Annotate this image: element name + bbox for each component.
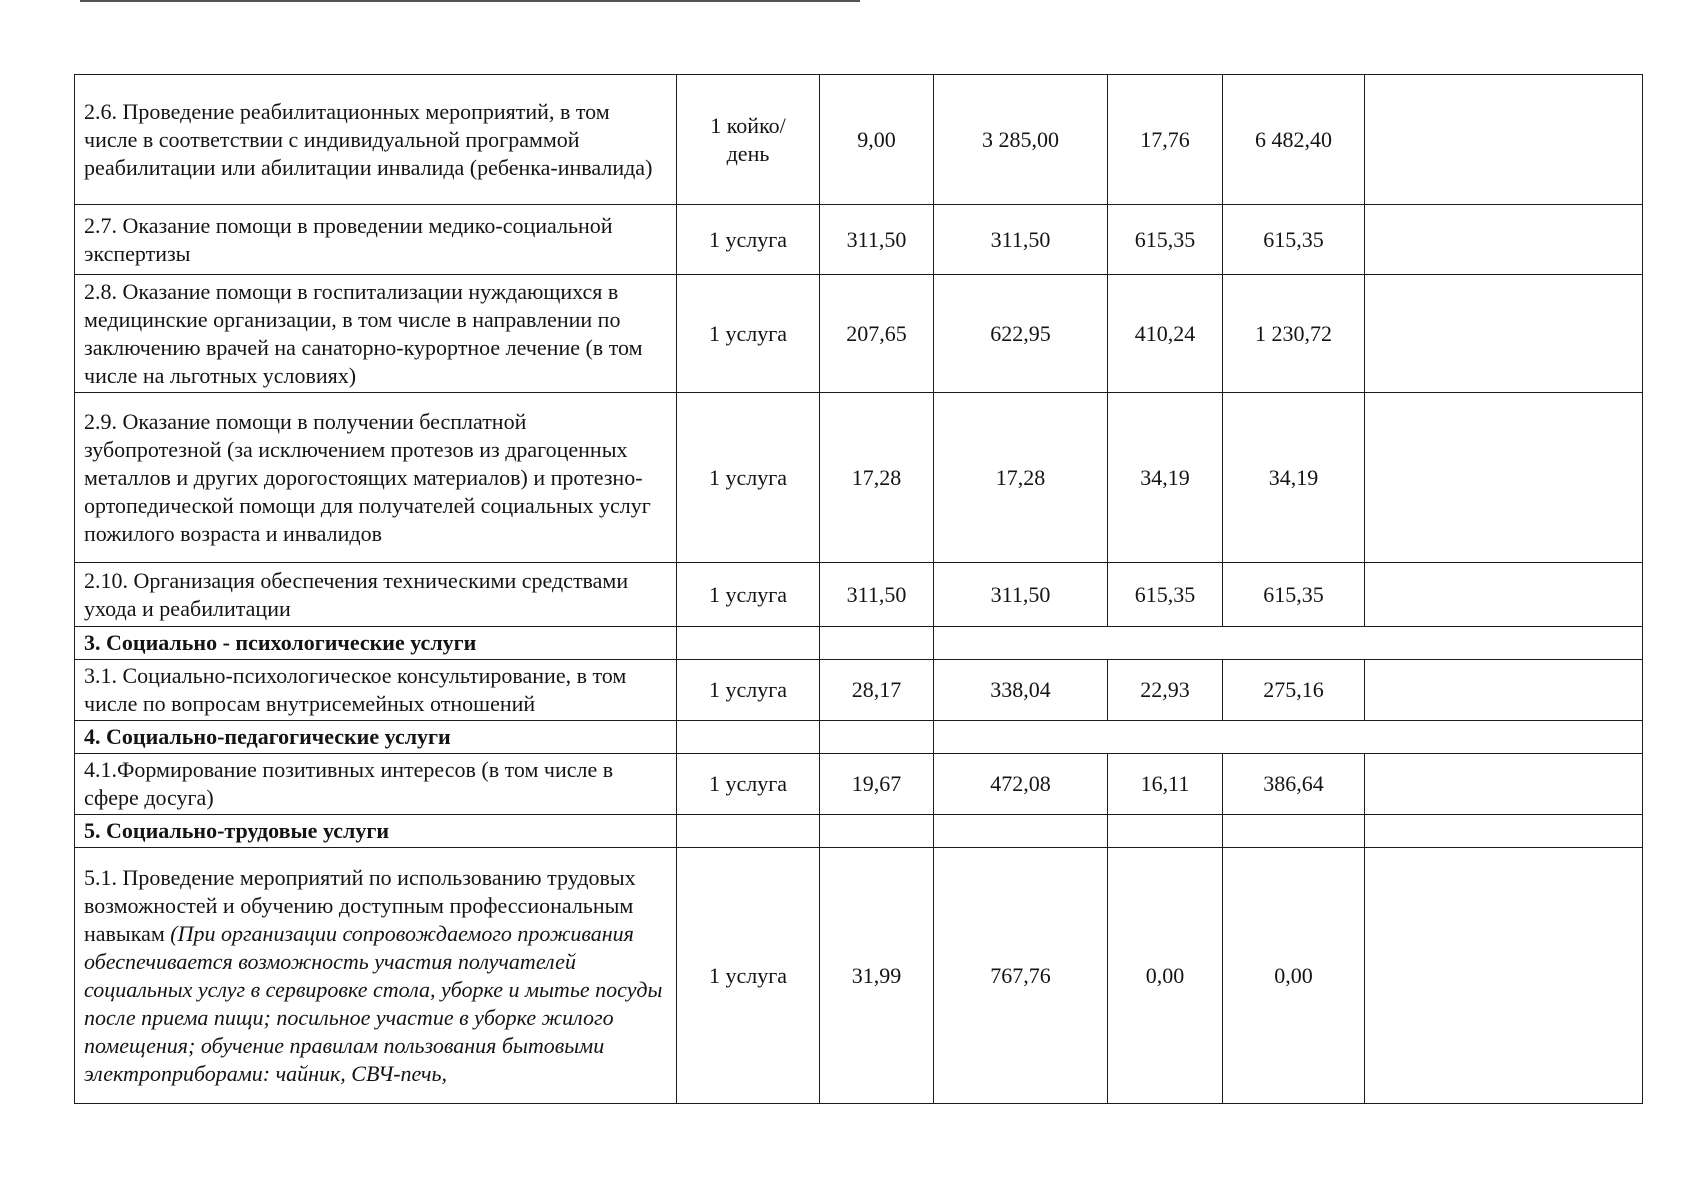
value-cell: 207,65: [820, 275, 934, 393]
value-cell: 6 482,40: [1223, 75, 1365, 205]
blank-cell: [1365, 393, 1643, 563]
value-cell: 0,00: [1108, 848, 1223, 1104]
value-cell: 275,16: [1223, 660, 1365, 721]
value-cell: 615,35: [1223, 205, 1365, 275]
unit-cell: 1 услуга: [677, 754, 820, 815]
section-title: 5. Социально-трудовые услуги: [75, 815, 677, 848]
service-name: 2.7. Оказание помощи в проведении медико-социальной экспертизы: [75, 205, 677, 275]
blank-cell: [677, 627, 820, 660]
service-name: 5.1. Проведение мероприятий по использованию трудовых возможностей и обучению доступным профессиональным навыкам: [84, 864, 636, 946]
blank-cell: [1365, 75, 1643, 205]
blank-cell: [934, 815, 1108, 848]
blank-cell: [1365, 205, 1643, 275]
value-cell: 615,35: [1108, 205, 1223, 275]
unit-cell: 1 услуга: [677, 848, 820, 1104]
blank-cell: [820, 721, 934, 754]
table-row: [75, 75, 1643, 205]
service-name: 2.9. Оказание помощи в получении бесплатной зубопротезной (за исключением протезов из драгоценных металлов и других дорогостоящих материалов) и протезно-ортопедической помощи для получателей социальных услуг пожилого возраста и инвалидов: [75, 393, 677, 563]
value-cell: 311,50: [934, 205, 1108, 275]
service-note: (При организации сопровождаемого проживания обеспечивается возможность участия получателей социальных услуг в сервировке стола, уборке и мытье посуды после приема пищи; посильное участие в уборке жилого помещения; обучение правилам пользования бытовыми электроприборами: чайник, СВЧ-печь,: [84, 920, 663, 1086]
blank-cell: [934, 721, 1643, 754]
blank-cell: [1365, 275, 1643, 393]
unit-cell: 1 услуга: [677, 205, 820, 275]
blank-cell: [1365, 660, 1643, 721]
value-cell: 16,11: [1108, 754, 1223, 815]
table-row: [75, 205, 1643, 275]
blank-cell: [820, 815, 934, 848]
value-cell: 615,35: [1108, 563, 1223, 627]
service-name: 2.8. Оказание помощи в госпитализации нуждающихся в медицинские организации, в том числе в направлении по заключению врачей на санаторно-курортное лечение (в том числе на льготных условиях): [75, 275, 677, 393]
section-row: [75, 815, 1643, 848]
blank-cell: [1365, 754, 1643, 815]
blank-cell: [677, 721, 820, 754]
table-row: [75, 275, 1643, 393]
blank-cell: [1108, 815, 1223, 848]
value-cell: 17,28: [934, 393, 1108, 563]
value-cell: 472,08: [934, 754, 1108, 815]
value-cell: 34,19: [1108, 393, 1223, 563]
blank-cell: [677, 815, 820, 848]
unit-cell: 1 услуга: [677, 563, 820, 627]
value-cell: 34,19: [1223, 393, 1365, 563]
value-cell: 386,64: [1223, 754, 1365, 815]
value-cell: 17,28: [820, 393, 934, 563]
service-name-cell: [75, 848, 677, 1104]
value-cell: 410,24: [1108, 275, 1223, 393]
value-cell: 17,76: [1108, 75, 1223, 205]
blank-cell: [934, 627, 1643, 660]
table-row: [75, 563, 1643, 627]
value-cell: 615,35: [1223, 563, 1365, 627]
table-row: [75, 393, 1643, 563]
value-cell: 311,50: [934, 563, 1108, 627]
services-tariff-table: [74, 74, 1643, 1104]
value-cell: 311,50: [820, 563, 934, 627]
scan-edge-line: [80, 0, 860, 6]
value-cell: 9,00: [820, 75, 934, 205]
section-row: [75, 627, 1643, 660]
section-title: 4. Социально-педагогические услуги: [75, 721, 677, 754]
value-cell: 22,93: [1108, 660, 1223, 721]
value-cell: 0,00: [1223, 848, 1365, 1104]
service-name: 2.10. Организация обеспечения техническими средствами ухода и реабилитации: [75, 563, 677, 627]
blank-cell: [1223, 815, 1365, 848]
table-row: [75, 848, 1643, 1104]
table-row: [75, 660, 1643, 721]
section-title: 3. Социально - психологические услуги: [75, 627, 677, 660]
value-cell: 31,99: [820, 848, 934, 1104]
value-cell: 3 285,00: [934, 75, 1108, 205]
service-name: 3.1. Социально-психологическое консультирование, в том числе по вопросам внутрисемейных отношений: [75, 660, 677, 721]
section-row: [75, 721, 1643, 754]
service-name: 2.6. Проведение реабилитационных мероприятий, в том числе в соответствии с индивидуальной программой реабилитации или абилитации инвалида (ребенка-инвалида): [75, 75, 677, 205]
value-cell: 311,50: [820, 205, 934, 275]
table-row: [75, 754, 1643, 815]
value-cell: 338,04: [934, 660, 1108, 721]
unit-cell: 1 услуга: [677, 660, 820, 721]
value-cell: 767,76: [934, 848, 1108, 1104]
value-cell: 19,67: [820, 754, 934, 815]
blank-cell: [1365, 848, 1643, 1104]
blank-cell: [1365, 815, 1643, 848]
blank-cell: [1365, 563, 1643, 627]
unit-cell: 1 услуга: [677, 393, 820, 563]
value-cell: 28,17: [820, 660, 934, 721]
unit-cell: 1 койко/день: [677, 75, 820, 205]
blank-cell: [820, 627, 934, 660]
unit-cell: 1 услуга: [677, 275, 820, 393]
value-cell: 622,95: [934, 275, 1108, 393]
service-name: 4.1.Формирование позитивных интересов (в том числе в сфере досуга): [75, 754, 677, 815]
value-cell: 1 230,72: [1223, 275, 1365, 393]
